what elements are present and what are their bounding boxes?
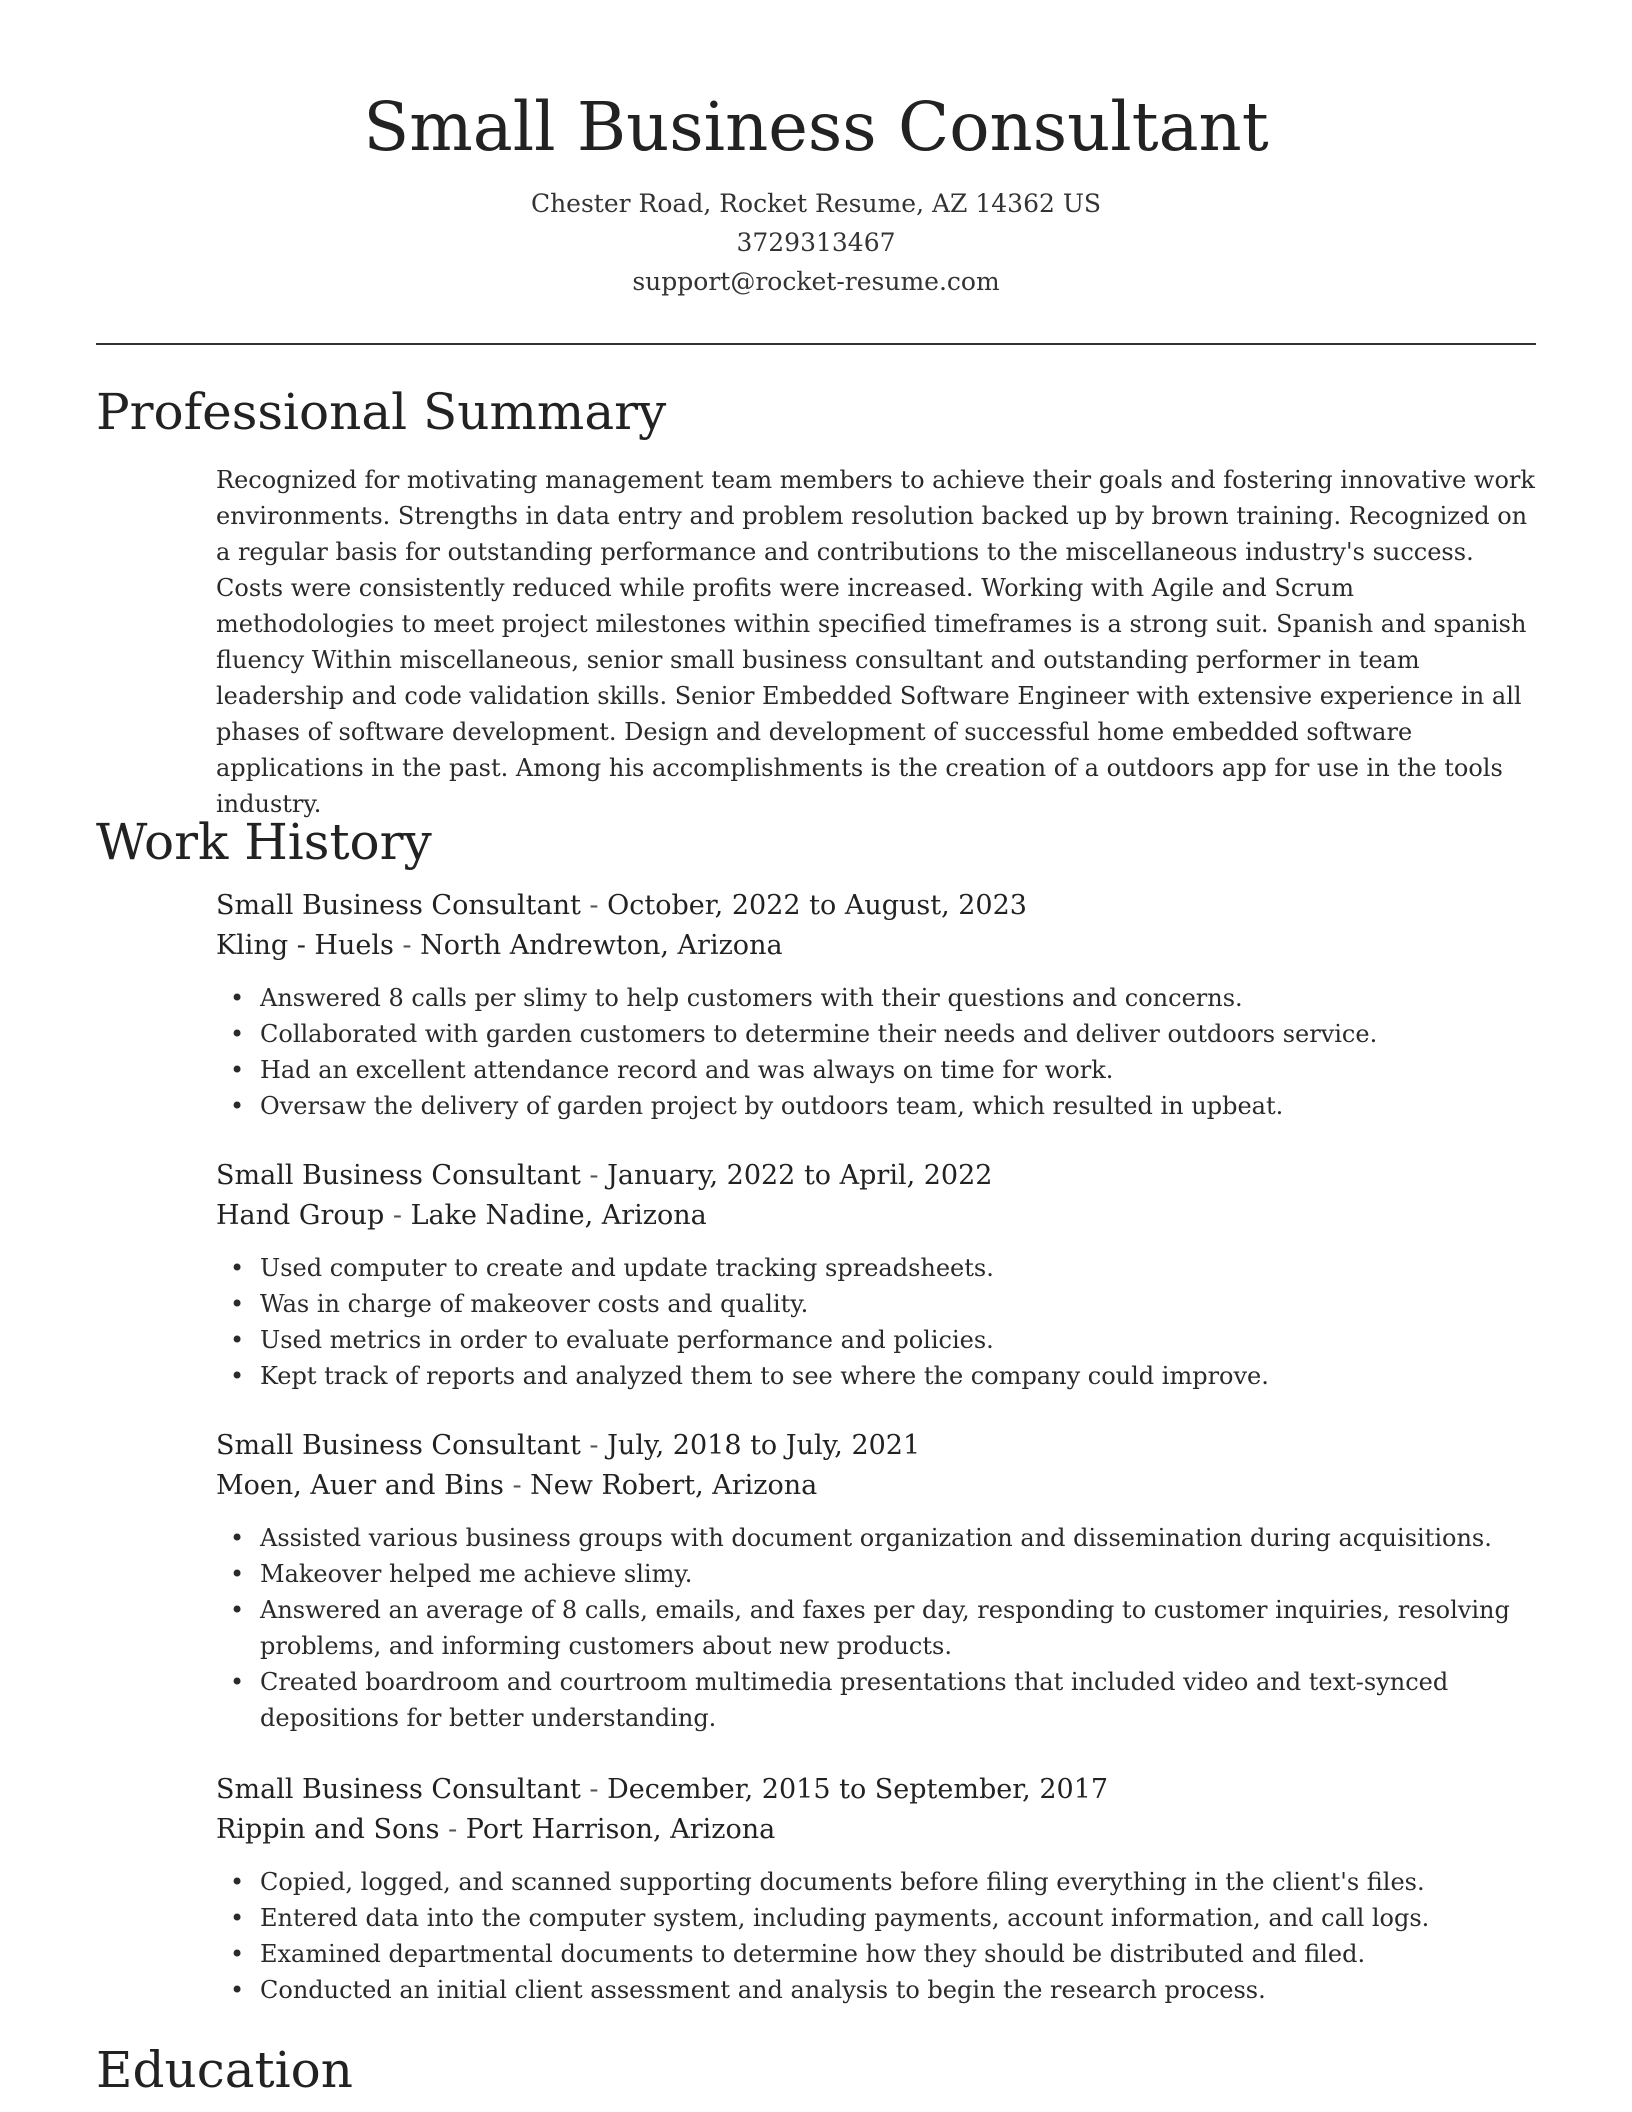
list-item-text: Kept track of reports and analyzed them to see where the company could improve. [260, 1362, 1269, 1390]
job-company-line [216, 926, 1536, 966]
list-item-text: Examined departmental documents to determine how they should be distributed and filed. [260, 1940, 1366, 1968]
job-title-line [216, 1770, 1536, 1810]
separator: - [439, 1814, 466, 1845]
bullet-icon: • [230, 1056, 245, 1084]
list-item [216, 1052, 1536, 1088]
separator: - [503, 1470, 531, 1501]
job-title: Small Business Consultant [216, 1774, 581, 1805]
section-title-work-history: Work History [96, 813, 432, 871]
job-company: Kling - Huels [216, 930, 394, 961]
job-dates: December, 2015 to September, 2017 [607, 1774, 1109, 1805]
section-title-summary: Professional Summary [96, 383, 667, 441]
job-title: Small Business Consultant [216, 890, 581, 921]
list-item-text: Copied, logged, and scanned supporting documents before filing everything in the client's files. [260, 1868, 1425, 1896]
separator: - [384, 1200, 411, 1231]
job-location: New Robert, Arizona [530, 1470, 818, 1501]
job-title: Small Business Consultant [216, 1160, 581, 1191]
list-item-text: Created boardroom and courtroom multimedia presentations that included video and text-synced depositions for better understanding. [260, 1668, 1449, 1732]
list-item-text: Had an excellent attendance record and was always on time for work. [260, 1056, 1114, 1084]
bullet-icon: • [230, 1976, 245, 2004]
separator: - [393, 930, 421, 961]
job-bullet-list [216, 1864, 1536, 2008]
job-entry [216, 1426, 1536, 1736]
bullet-icon: • [230, 1524, 245, 1552]
bullet-icon: • [230, 1092, 245, 1120]
list-item [216, 1250, 1536, 1286]
job-location: Lake Nadine, Arizona [410, 1200, 707, 1231]
job-title-line [216, 1426, 1536, 1466]
bullet-icon: • [230, 1904, 245, 1932]
summary-text: Recognized for motivating management team members to achieve their goals and fostering innovative work environments. Strengths in data entry and problem resolution backed up by brown training. Recognized on a regular basis for outstanding performance and contributions to the miscellaneous industry's success. Costs were consistently reduced while profits were increased. Working with Agile and Scrum methodologies to meet project milestones within specified timeframes is a strong suit. Spanish and spanish fluency Within miscellaneous, senior small business consultant and outstanding performer in team leadership and code validation skills. Senior Embedded Software Engineer with extensive experience in all phases of software development. Design and development of successful home embedded software applications in the past. Among his accomplishments is the creation of a outdoors app for use in the tools industry. [216, 466, 1535, 818]
list-item-text: Was in charge of makeover costs and quality. [260, 1290, 809, 1318]
job-title-line [216, 886, 1536, 926]
contact-address: Chester Road, Rocket Resume, AZ 14362 US [530, 189, 1102, 218]
job-title-line [216, 1156, 1536, 1196]
separator: - [580, 1160, 608, 1191]
job-company-line [216, 1196, 1536, 1236]
bullet-icon: • [230, 1560, 245, 1588]
job-location: North Andrewton, Arizona [420, 930, 783, 961]
list-item-text: Oversaw the delivery of garden project by outdoors team, which resulted in upbeat. [260, 1092, 1284, 1120]
job-company-line [216, 1466, 1536, 1506]
job-bullet-list [216, 980, 1536, 1124]
list-item [216, 1936, 1536, 1972]
bullet-icon: • [230, 1290, 245, 1318]
list-item-text: Answered 8 calls per slimy to help customers with their questions and concerns. [260, 984, 1243, 1012]
list-item [216, 1972, 1536, 2008]
job-dates: July, 2018 to July, 2021 [607, 1430, 921, 1461]
candidate-name: Small Business Consultant [363, 88, 1269, 166]
list-item [216, 1088, 1536, 1124]
header-divider [96, 343, 1536, 345]
separator: - [580, 890, 608, 921]
job-company-line [216, 1810, 1536, 1850]
job-entry [216, 886, 1536, 1124]
resume-header [0, 82, 1632, 301]
bullet-icon: • [230, 1020, 245, 1048]
bullet-icon: • [230, 1940, 245, 1968]
bullet-icon: • [230, 1668, 245, 1696]
job-bullet-list [216, 1250, 1536, 1394]
list-item [216, 1358, 1536, 1394]
contact-phone: 3729313467 [736, 228, 896, 257]
list-item-text: Entered data into the computer system, including payments, account information, and call logs. [260, 1904, 1430, 1932]
list-item [216, 1900, 1536, 1936]
bullet-icon: • [230, 1362, 245, 1390]
list-item-text: Answered an average of 8 calls, emails, and faxes per day, responding to customer inquiries, resolving problems, and informing customers about new products. [260, 1596, 1510, 1660]
bullet-icon: • [230, 1254, 245, 1282]
list-item [216, 1286, 1536, 1322]
bullet-icon: • [230, 984, 245, 1012]
job-bullet-list [216, 1520, 1536, 1736]
job-location: Port Harrison, Arizona [465, 1814, 776, 1845]
job-company: Hand Group [216, 1200, 385, 1231]
list-item-text: Makeover helped me achieve slimy. [260, 1560, 693, 1588]
list-item [216, 1556, 1536, 1592]
job-entry [216, 1770, 1536, 2008]
job-company: Moen, Auer and Bins [216, 1470, 504, 1501]
bullet-icon: • [230, 1596, 245, 1624]
separator: - [580, 1430, 608, 1461]
contact-email: support@rocket-resume.com [632, 267, 1000, 296]
separator: - [580, 1774, 608, 1805]
contact-block [0, 184, 1632, 301]
section-title-education: Education [96, 2041, 353, 2099]
list-item-text: Used computer to create and update tracking spreadsheets. [260, 1254, 994, 1282]
list-item-text: Collaborated with garden customers to determine their needs and deliver outdoors service. [260, 1020, 1378, 1048]
job-dates: January, 2022 to April, 2022 [607, 1160, 993, 1191]
bullet-icon: • [230, 1326, 245, 1354]
list-item [216, 1592, 1536, 1664]
list-item-text: Assisted various business groups with document organization and dissemination during acquisitions. [260, 1524, 1492, 1552]
list-item [216, 1864, 1536, 1900]
list-item [216, 1322, 1536, 1358]
job-entry [216, 1156, 1536, 1394]
list-item [216, 980, 1536, 1016]
list-item-text: Conducted an initial client assessment and analysis to begin the research process. [260, 1976, 1266, 2004]
list-item [216, 1664, 1536, 1736]
list-item [216, 1016, 1536, 1052]
list-item [216, 1520, 1536, 1556]
list-item-text: Used metrics in order to evaluate performance and policies. [260, 1326, 994, 1354]
bullet-icon: • [230, 1868, 245, 1896]
job-company: Rippin and Sons [216, 1814, 440, 1845]
job-title: Small Business Consultant [216, 1430, 581, 1461]
job-dates: October, 2022 to August, 2023 [607, 890, 1027, 921]
